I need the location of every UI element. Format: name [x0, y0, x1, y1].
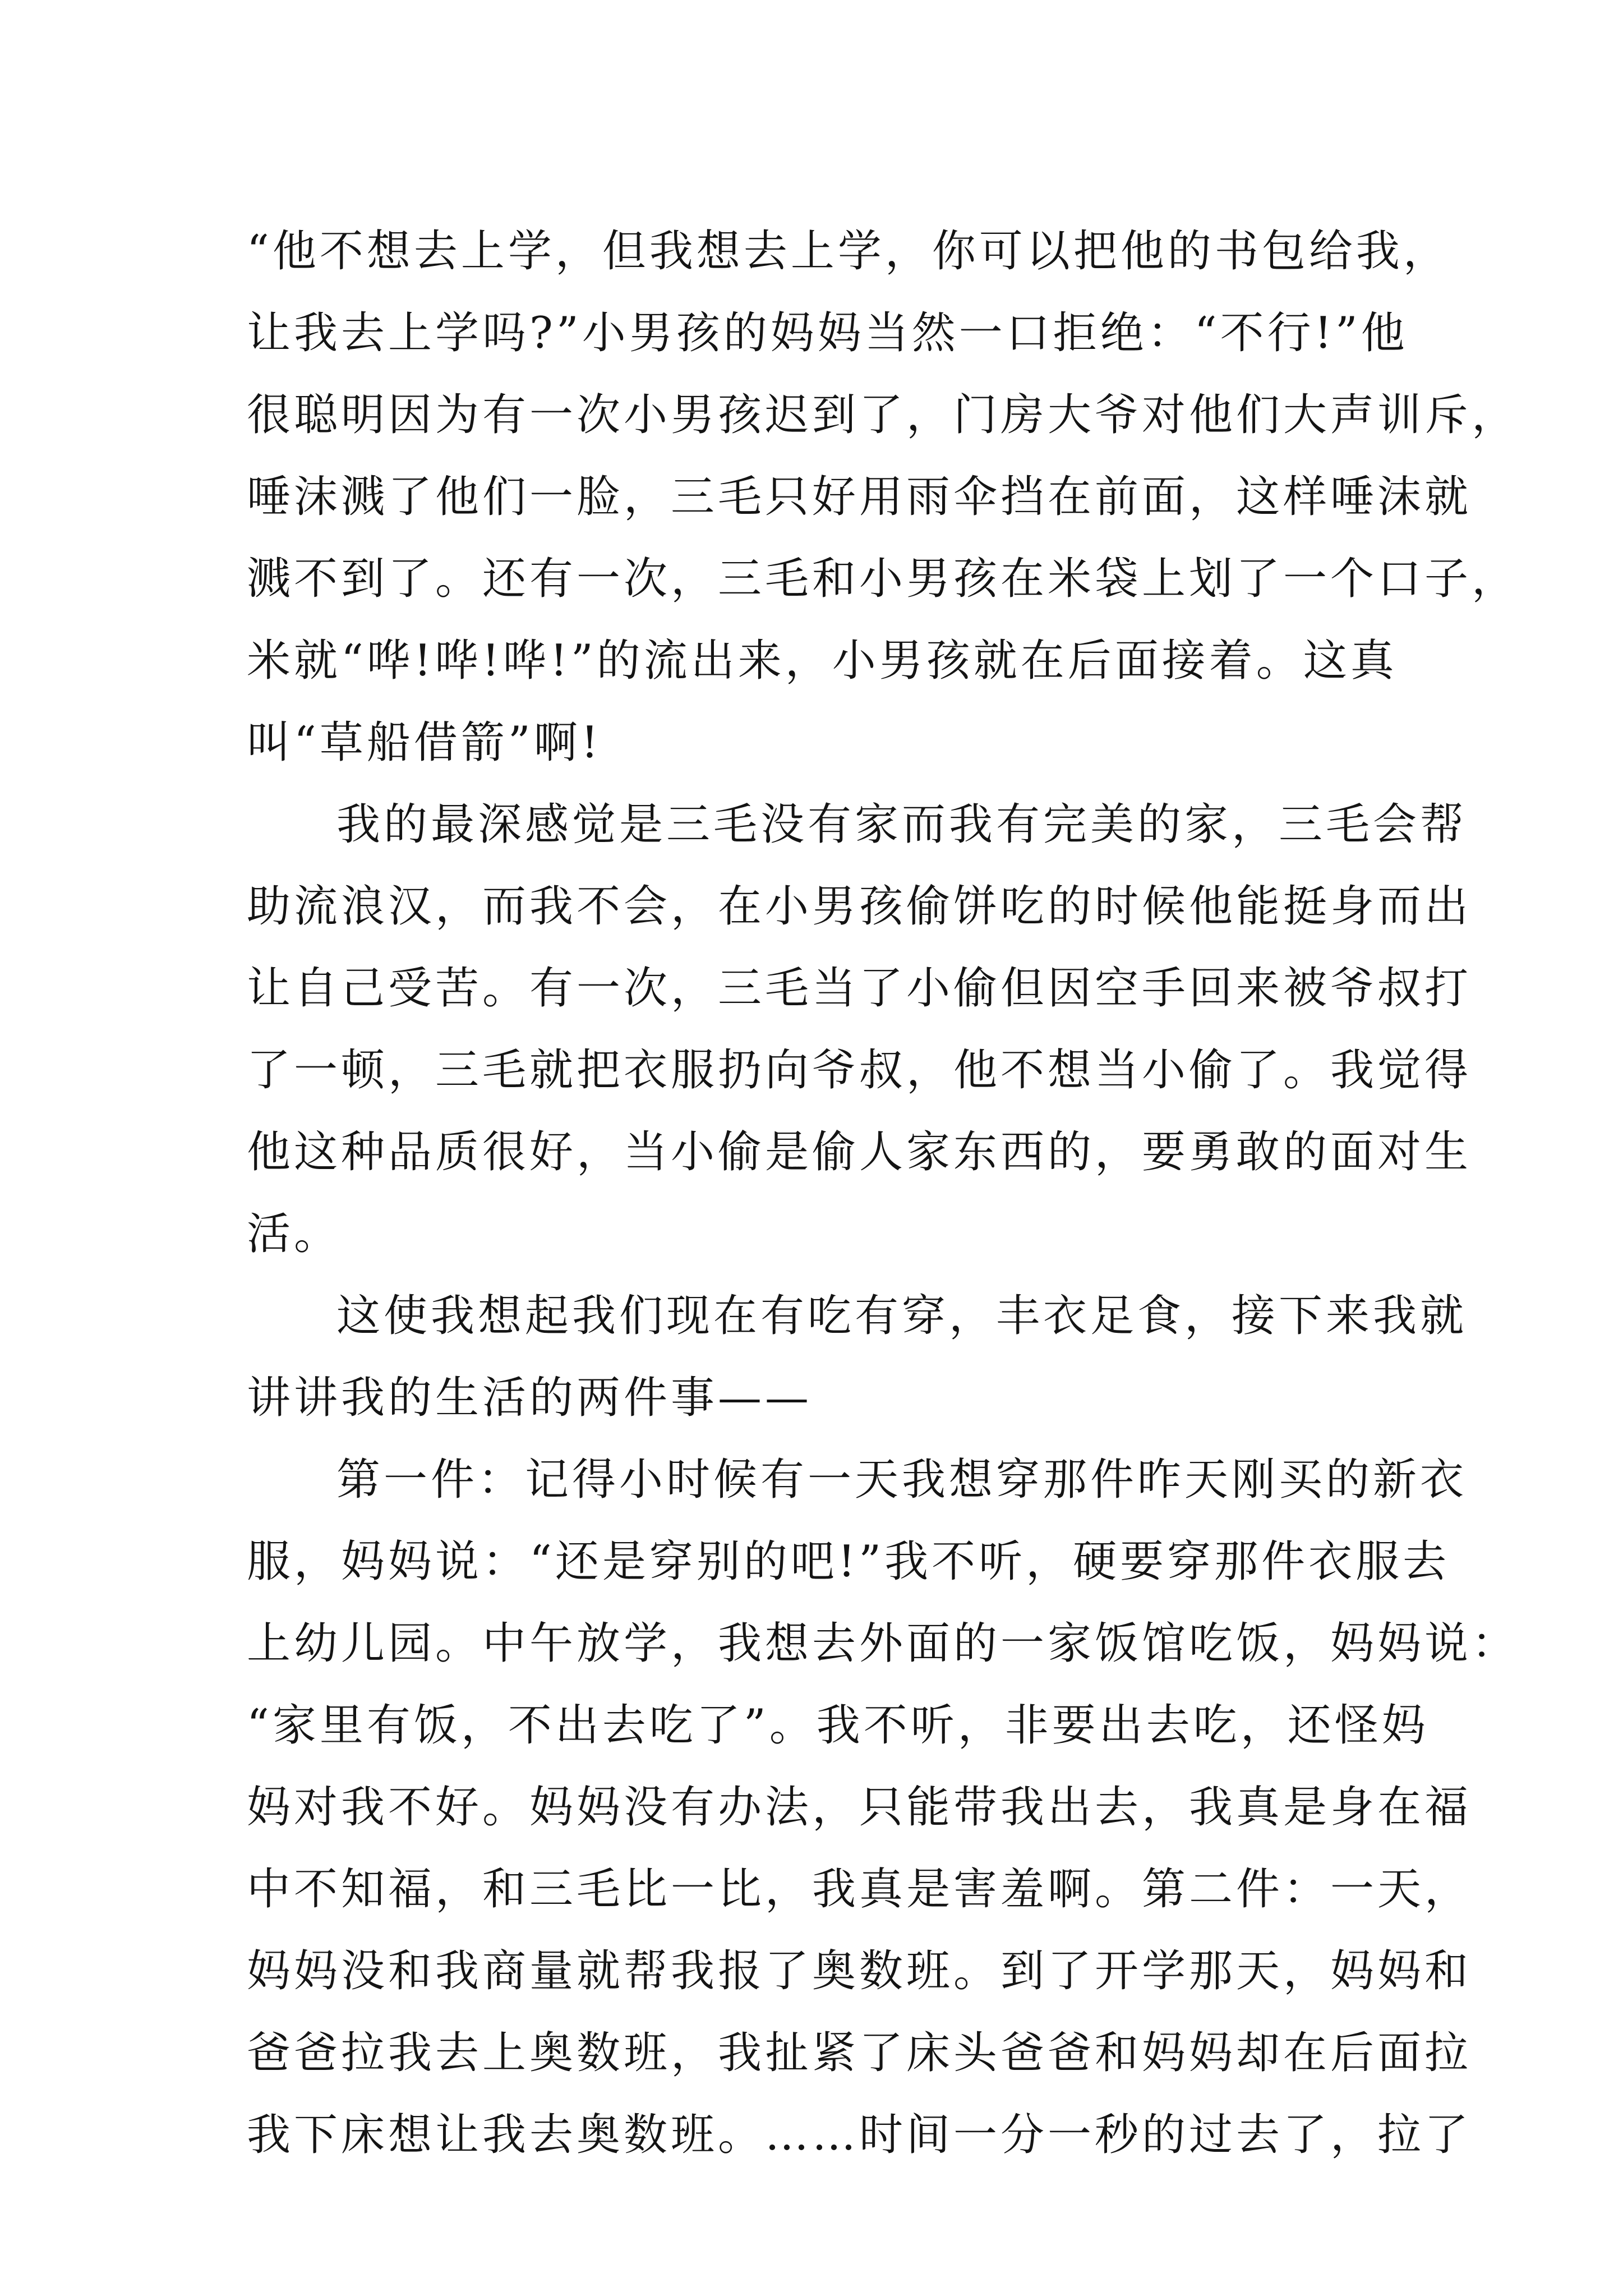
paragraph-first-line: 这使我想起我们现在有吃有穿，丰衣足食，接下来我就 — [336, 1291, 1468, 1341]
text-line: 叫“草船借箭”啊! — [247, 717, 602, 768]
text-line: 活。 — [247, 1209, 342, 1259]
text-line: 妈妈没和我商量就帮我报了奥数班。到了开学那天，妈妈和 — [247, 1946, 1472, 1996]
text-line: “他不想去上学，但我想去上学，你可以把他的书包给我， — [247, 226, 1450, 277]
text-line: 他这种品质很好，当小偷是偷人家东西的，要勇敢的面对生 — [247, 1127, 1472, 1177]
text-line: 很聪明因为有一次小男孩迟到了，门房大爷对他们大声训斥， — [247, 390, 1519, 440]
text-line: 助流浪汉，而我不会，在小男孩偷饼吃的时候他能挺身而出 — [247, 881, 1472, 932]
paragraph-first-line: 第一件：记得小时候有一天我想穿那件昨天刚买的新衣 — [336, 1455, 1468, 1505]
text-line: 讲讲我的生活的两件事—— — [247, 1373, 813, 1423]
text-line: 了一顿，三毛就把衣服扔向爷叔，他不想当小偷了。我觉得 — [247, 1045, 1472, 1096]
text-line: 我下床想让我去奥数班。……时间一分一秒的过去了，拉了 — [247, 2110, 1472, 2160]
text-line: 溅不到了。还有一次，三毛和小男孩在米袋上划了一个口子， — [247, 554, 1519, 604]
text-line: 妈对我不好。妈妈没有办法，只能带我出去，我真是身在福 — [247, 1782, 1472, 1833]
text-line: 中不知福，和三毛比一比，我真是害羞啊。第二件：一天， — [247, 1864, 1472, 1915]
text-line: 让我去上学吗?”小男孩的妈妈当然一口拒绝：“不行!”他 — [247, 308, 1408, 358]
text-line: 服，妈妈说：“还是穿别的吧!”我不听，硬要穿那件衣服去 — [247, 1536, 1450, 1587]
text-line: 上幼儿园。中午放学，我想去外面的一家饭馆吃饭，妈妈说： — [247, 1618, 1519, 1669]
text-line: “家里有饭，不出去吃了”。我不听，非要出去吃，还怪妈 — [247, 1700, 1429, 1751]
text-line: 米就“哗!哗!哗!”的流出来，小男孩就在后面接着。这真 — [247, 636, 1398, 686]
text-line: 唾沫溅了他们一脸，三毛只好用雨伞挡在前面，这样唾沫就 — [247, 472, 1472, 522]
paragraph-first-line: 我的最深感觉是三毛没有家而我有完美的家，三毛会帮 — [336, 799, 1468, 850]
text-line: 爸爸拉我去上奥数班，我扯紧了床头爸爸和妈妈却在后面拉 — [247, 2028, 1472, 2078]
essay-body — [247, 210, 1519, 2176]
text-line: 让自己受苦。有一次，三毛当了小偷但因空手回来被爷叔打 — [247, 963, 1472, 1014]
